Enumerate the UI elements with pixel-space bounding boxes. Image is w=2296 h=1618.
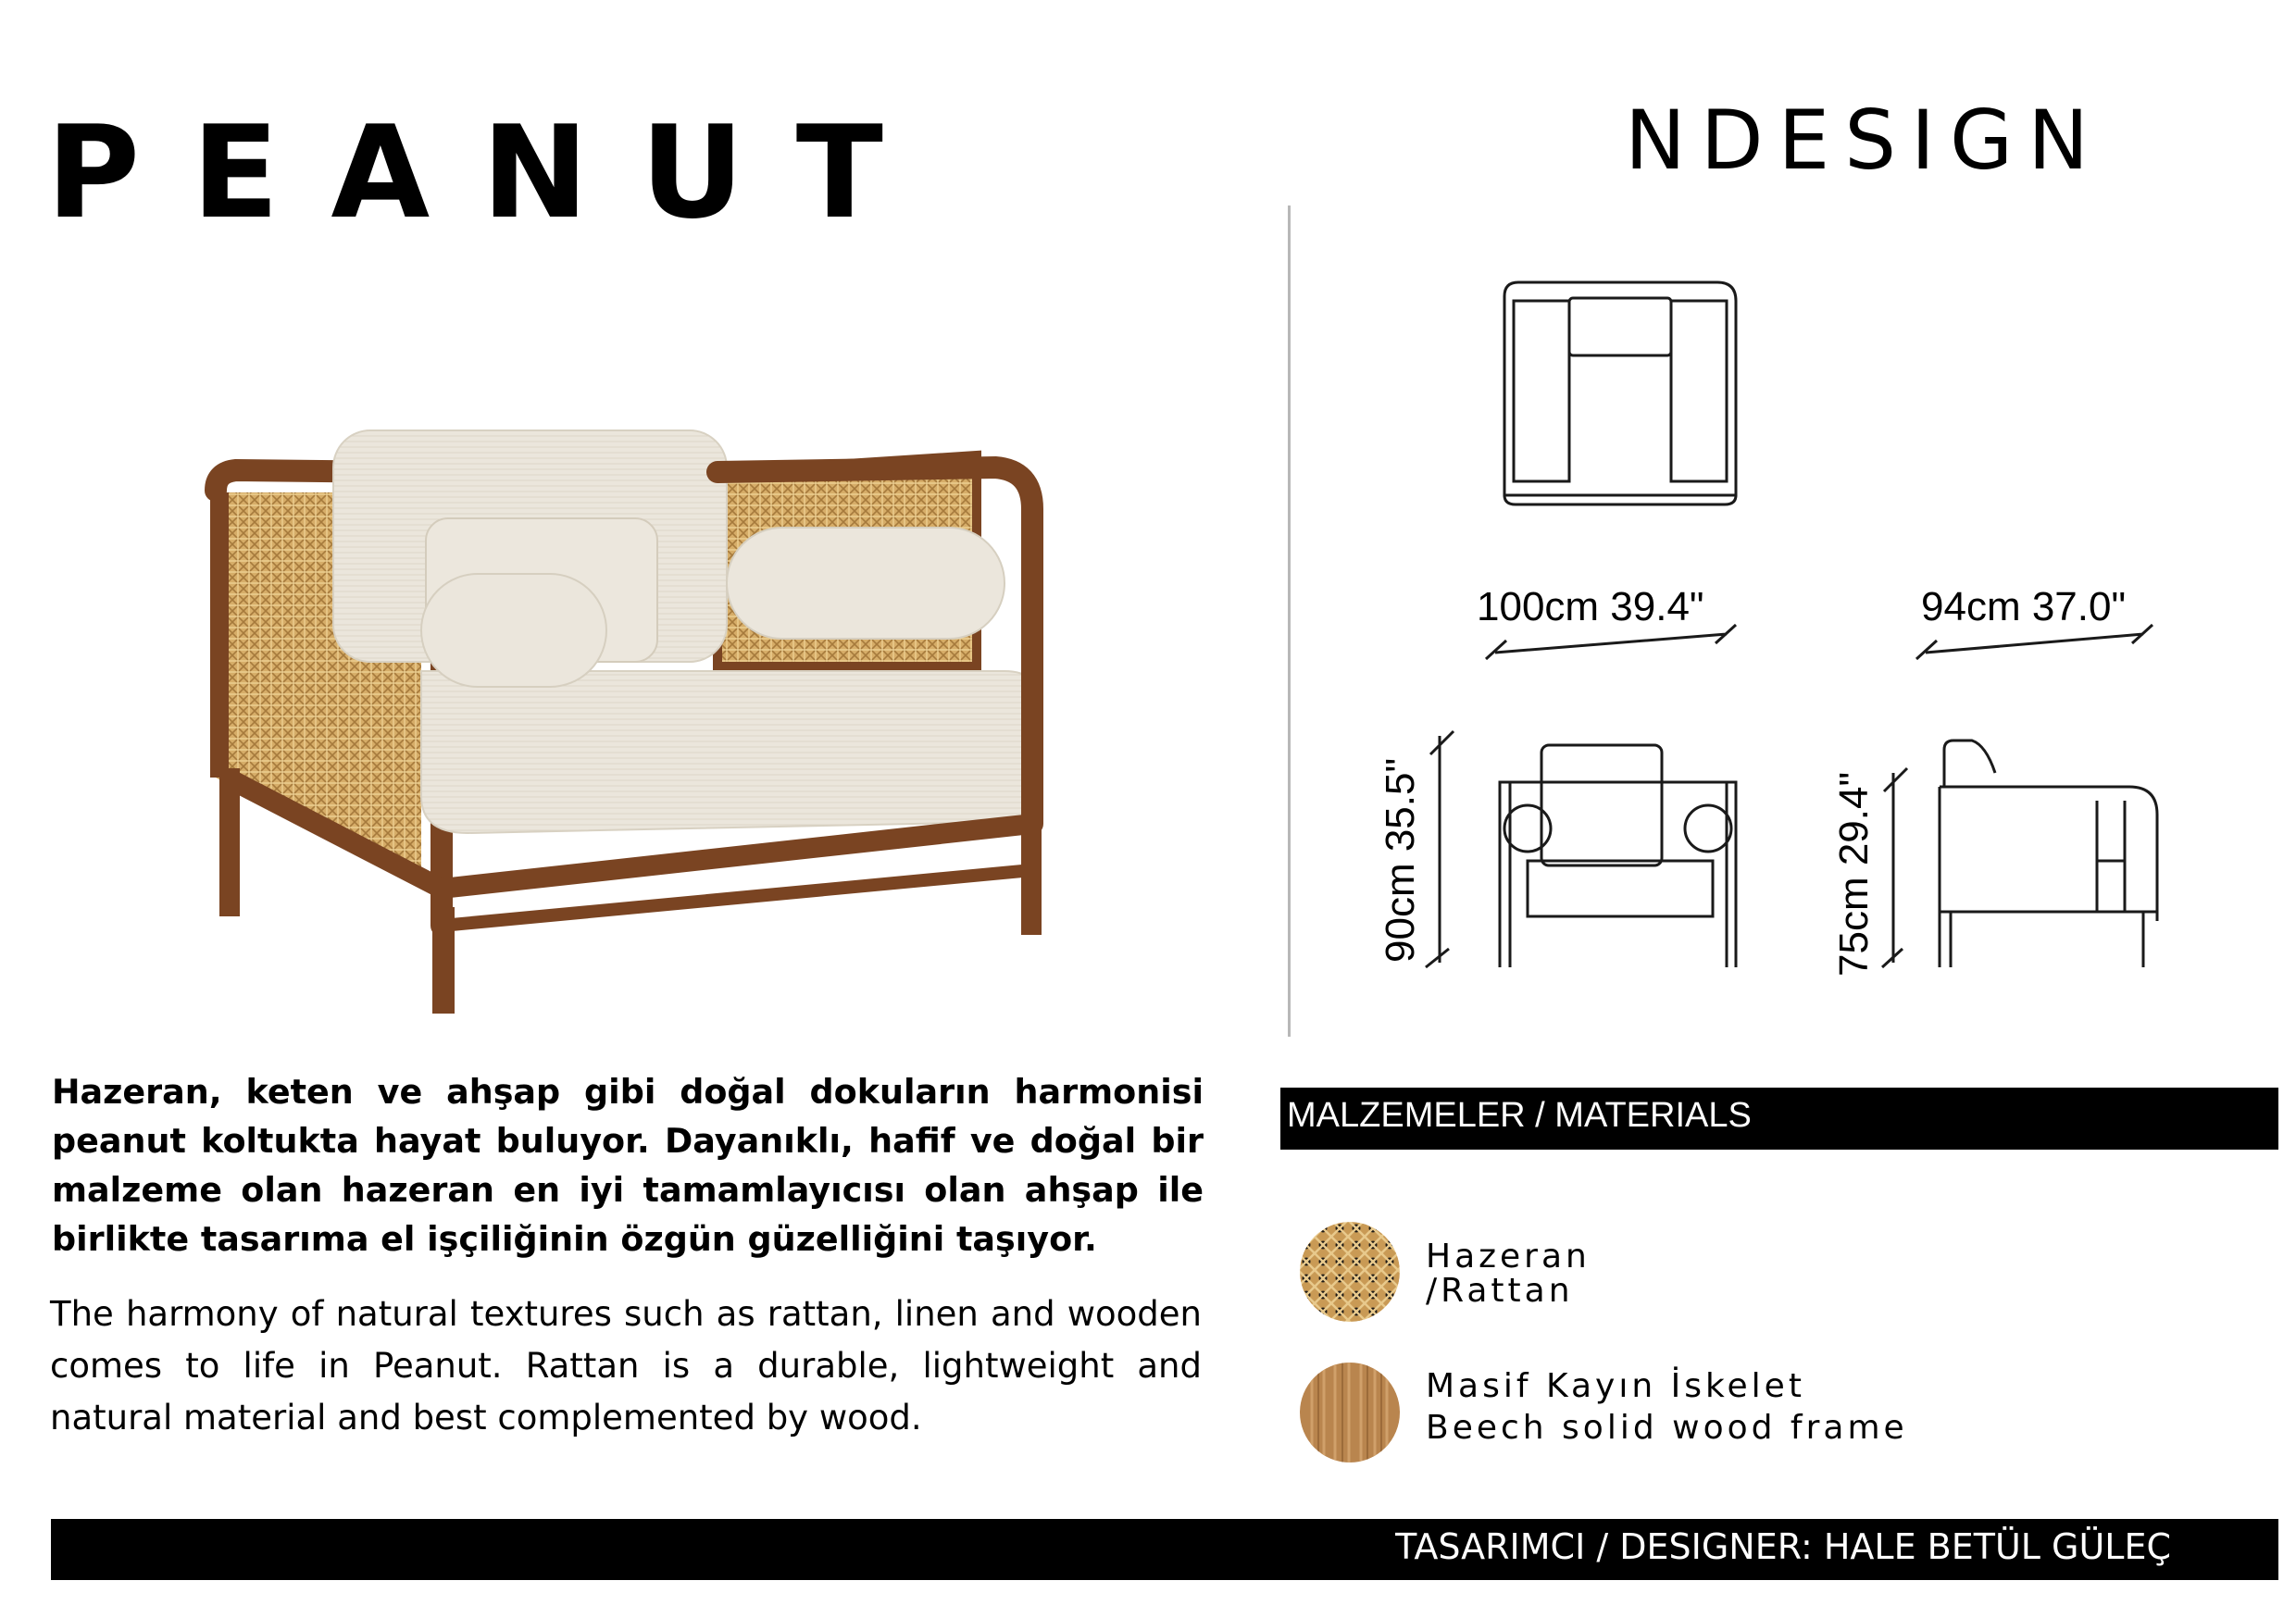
description-turkish: Hazeran, keten ve ahşap gibi doğal dokuların harmonisi peanut koltukta hayat buluyor. Dayanıklı, hafif ve doğal bir malzeme olan hazeran en iyi tamamlayıcısı olan ahşap ile birlikte tasarıma el işçiliğinin özgün güzelliğini taşıyor.	[52, 1072, 1204, 1259]
material-rattan-label	[1426, 1239, 1591, 1308]
material-rattan-line1: Hazeran	[1426, 1238, 1591, 1276]
material-rattan-line2: /Rattan	[1426, 1272, 1574, 1310]
side-view-drawing	[1940, 741, 2157, 967]
vertical-divider	[1288, 205, 1291, 1037]
material-wood-line1: Masif Kayın İskelet	[1426, 1367, 1805, 1405]
beech-wood-swatch	[1298, 1361, 1402, 1464]
materials-heading: MALZEMELER / MATERIALS	[1287, 1096, 1752, 1135]
product-title: PEANUT	[46, 98, 935, 247]
top-view-drawing	[1504, 282, 1736, 504]
dimension-depth: 94cm 37.0"	[1921, 584, 2127, 629]
material-wood-line2: Beech solid wood frame	[1426, 1409, 1908, 1447]
front-view-drawing	[1500, 745, 1736, 967]
description-english: The harmony of natural textures such as rattan, linen and wooden comes to life in Peanut. Rattan is a durable, lightweight and natural material and best complemented by wood.	[50, 1294, 1202, 1438]
dimension-width: 100cm 39.4"	[1477, 584, 1704, 629]
designer-credit: TASARIMCI / DESIGNER: HALE BETÜL GÜLEÇ	[1395, 1526, 2171, 1567]
dimension-seat-height: 75cm 29.4"	[1831, 771, 1877, 977]
chair-photo	[199, 389, 1088, 1018]
rattan-swatch	[1298, 1220, 1402, 1324]
material-wood-label	[1426, 1365, 1908, 1449]
dimension-height: 90cm 35.5"	[1378, 757, 1423, 963]
technical-drawings	[1292, 231, 2296, 1046]
brand-logo: NDESIGN	[1625, 93, 2104, 188]
